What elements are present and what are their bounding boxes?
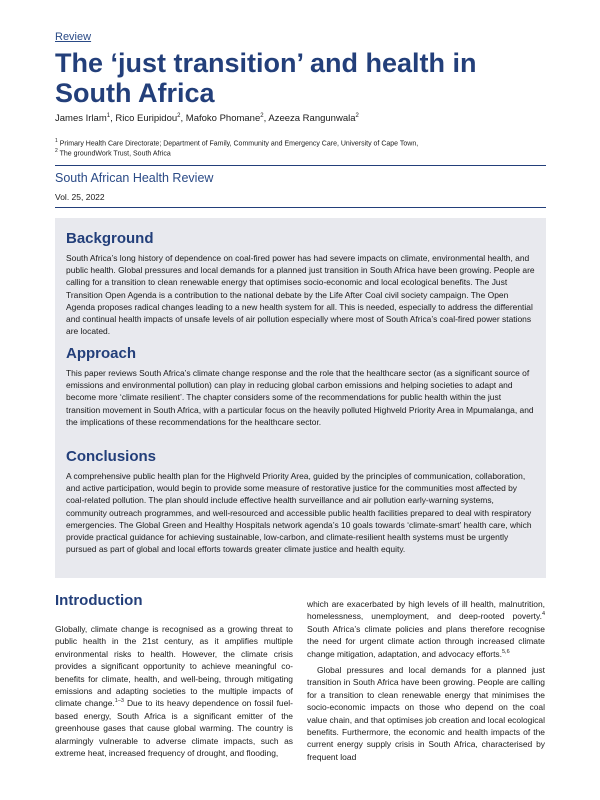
body-paragraph: Global pressures and local demands for a planned just transition in South Africa have been growing. People are calling for a transition to clean renewable energy that minimises the socio-economic impacts on those who depend on the coal value chain, and that optimises job creation and local ecological benefits. Furthermore, the economic and health impacts of the current energy supply crisis in South Africa, characterised by frequent load (307, 665, 545, 762)
body-paragraph (55, 623, 293, 759)
author-affil-marker: 1 (106, 113, 111, 119)
affiliation-2 (55, 148, 171, 157)
divider-top (55, 165, 546, 166)
introduction-heading: Introduction (55, 592, 143, 609)
background-text: South Africa’s long history of dependence on coal-fired power has had severe impacts on climate, environmental health, and public health. Global pressures and local demands for a planned just transition in South Africa have been growing. People are calling for a transition to clean renewable energy that optimises socio-economic and local ecological benefits. The Just Transition Open Agenda is a contribution to the national debate by the Life After Coal civil society campaign. The Open Agenda proposes radical changes leading to a new health system for all. This is needed, especially to address the differential and continual health impacts of unsafe levels of air pollution especially where most of South Africa’s coal-fired power stations are located. (66, 253, 535, 337)
body-text: which are exacerbated by high levels of ill health, malnutrition, homelessness, unemployment, and deep-rooted poverty. (307, 599, 545, 622)
affiliation-text: The groundWork Trust, South Africa (59, 150, 171, 158)
body-text: South Africa’s climate policies and plans therefore recognise the need for urgent climate action through increased climate change mitigation, adaptation, and advocacy efforts. (307, 623, 545, 659)
body-text: Due to its heavy dependence on fossil fuel-based energy, South Africa is a significant emitter of the greenhouse gases that cause global warming. The country is alarmingly vulnerable to adverse climate impacts, such as extreme heat, increased frequency of drought, and flooding, (55, 698, 293, 759)
author-name: Mafoko Phomane (185, 113, 261, 125)
body-column-left (55, 623, 293, 759)
affiliation-1 (55, 138, 418, 147)
citation-ref[interactable]: 4 (541, 611, 545, 618)
author-affil-marker: 2 (260, 113, 264, 119)
journal-name: South African Health Review (55, 171, 214, 185)
author-name: Azeeza Rangunwala (268, 113, 356, 125)
author-list: James Irlam$^1$, Rico Euripidou$^2$, Mafoko Phomane$^2$, Azeeza Rangunwala$^2$ (55, 113, 359, 125)
author-name: James Irlam (55, 113, 107, 125)
body-column-right (307, 598, 545, 763)
background-heading: Background (66, 230, 154, 247)
conclusions-heading: Conclusions (66, 448, 157, 465)
article-title: The ‘just transition’ and health in South Africa (55, 48, 477, 108)
approach-heading: Approach (66, 345, 137, 362)
abstract-box (55, 218, 546, 578)
journal-volume: Vol. 25, 2022 (55, 192, 105, 202)
approach-text: This paper reviews South Africa’s climate change response and the role that the healthcare sector (as a significant source of emissions and environmental pollution) can play in reducing global carbon emissions and helping societies to adapt and become more ‘climate resilient’. The chapter considers some of the recommendations for public health within the just transition movement in South Africa, with a particular focus on the heavily polluted Highveld Priority Area in Mpumalanga, and the implications of these recommendations for the healthcare sector. (66, 368, 534, 427)
author-affil-marker: 2 (177, 113, 181, 119)
divider-bottom (55, 207, 546, 208)
affiliation-number: 2 (55, 148, 58, 154)
body-text: Globally, climate change is recognised as a growing threat to public health in the 21st century, as it amplifies multiple environmental risks to health. However, the climate crisis provides a significant opportunity to achieve meaningful co-benefits for climate, health, and well-being, through mitigating emissions and adapting societies to the multiple impacts of climate change. (55, 624, 293, 709)
conclusions-text: A comprehensive public health plan for the Highveld Priority Area, guided by the principles of communication, collaboration, and active participation, would begin to provide some measure of restorative justice for the communities most affected by coal-related pollution. The plan should include effective health surveillance and air pollution early-warning systems, community outreach programmes, and well-resourced and accessible public health facilities prepared to deal with respiratory emergencies. The Global Green and Healthy Hospitals network agenda’s 10 goals towards ‘climate-smart’ health care, which provide practical guidance for achieving sustainable, low-carbon, and climate-resilient health systems must be urgently pursued as part of global and local efforts towards greater climate justice and health equity. (66, 471, 532, 555)
affiliation-number: 1 (55, 138, 58, 144)
affiliation-text: Primary Health Care Directorate; Department of Family, Community and Emergency Care, University of Cape Town, (59, 140, 419, 148)
section-tag-link[interactable]: Review (55, 31, 92, 43)
author-affil-marker: 2 (355, 113, 359, 119)
author-name: Rico Euripidou (115, 113, 178, 125)
citation-ref[interactable]: 1–3 (114, 698, 124, 705)
citation-ref[interactable]: 5,6 (501, 648, 510, 655)
body-paragraph (307, 598, 545, 660)
